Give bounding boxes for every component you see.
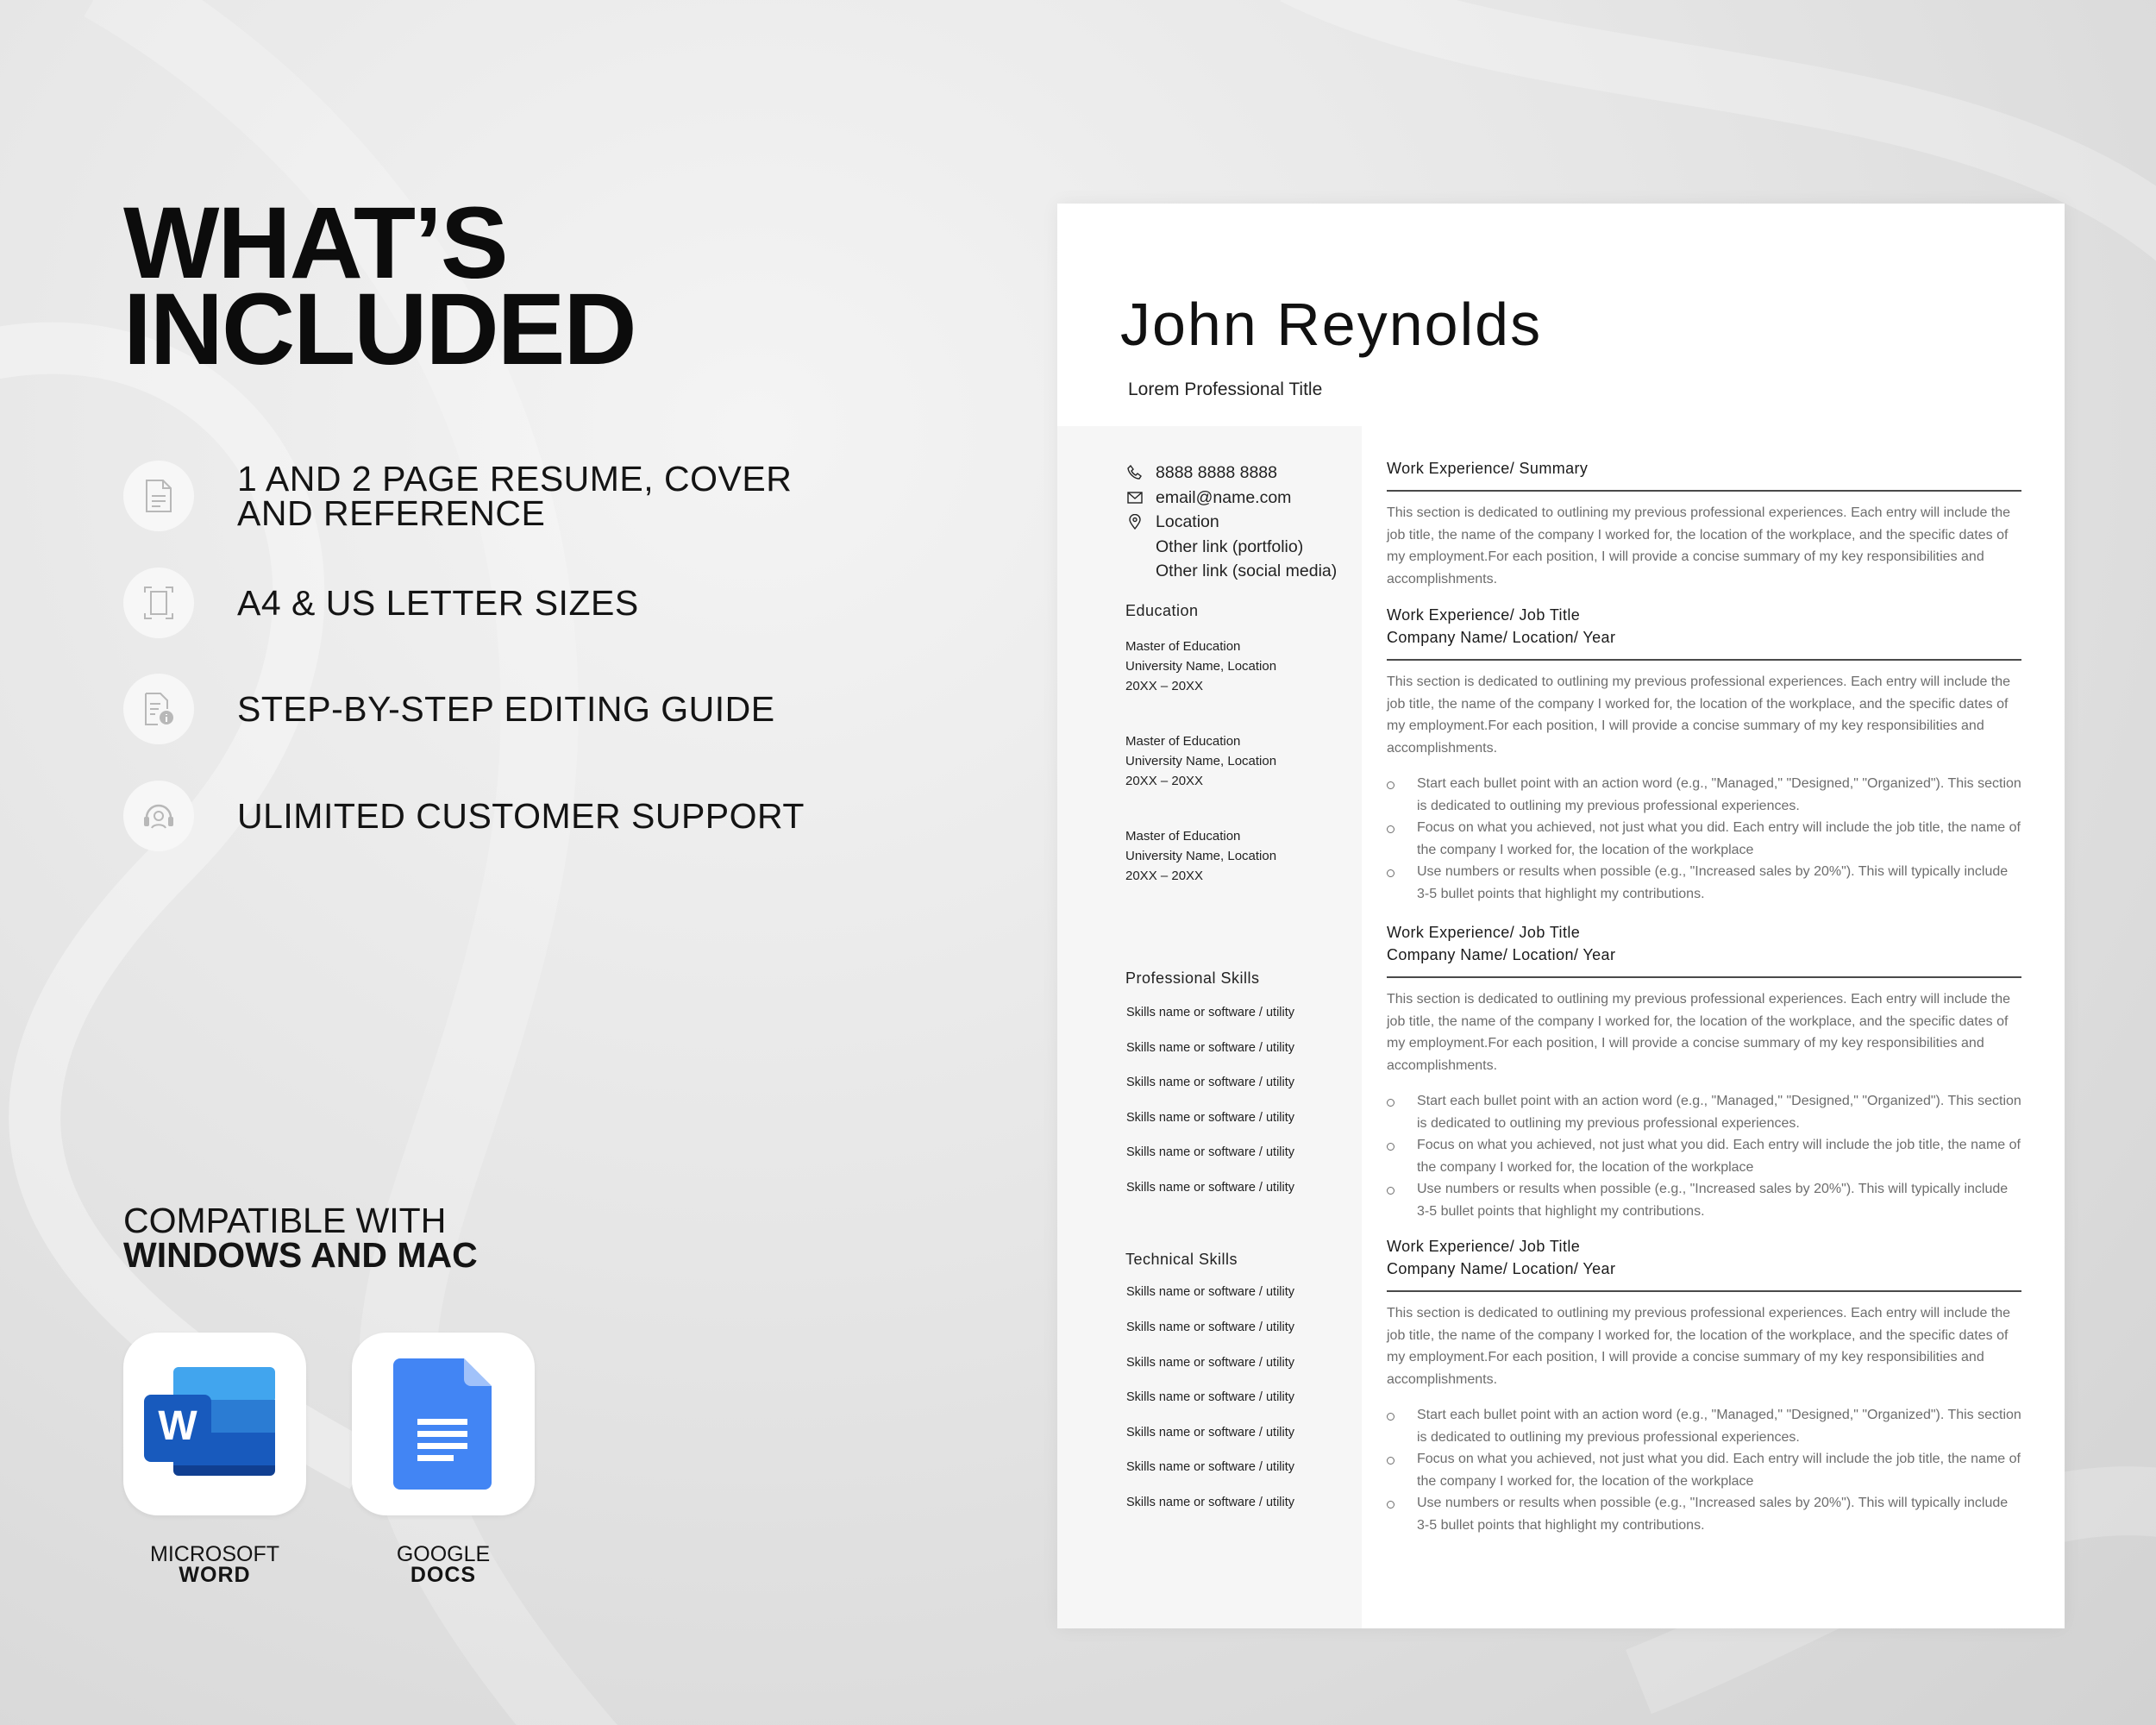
contact-row xyxy=(1126,461,1337,486)
compat-line-2: WINDOWS AND MAC xyxy=(123,1235,478,1275)
professional-skills-heading: Professional Skills xyxy=(1125,969,1260,987)
location-pin-icon xyxy=(1126,513,1144,530)
summary-text: This section is dedicated to outlining my previous professional experiences. Each entry will include the job title, the name of the company I worked for, the location of the workplace, and the specific dates of my employment.For each position, I will provide a concise summary of my key responsibilities and accomplishments. xyxy=(1387,505,2011,586)
education-entry xyxy=(1125,637,1276,696)
section-divider xyxy=(1387,659,2021,661)
skill-item: Skills name or software / utility xyxy=(1126,1076,1295,1089)
education-school: University Name, Location xyxy=(1125,754,1277,768)
job-bullet: Use numbers or results when possible (e.g., "Increased sales by 20%"). This will typically include 3-5 bullet points that highlight my contributions. xyxy=(1387,1178,2021,1222)
microsoft-word-tile xyxy=(123,1333,306,1515)
contact-location: Location xyxy=(1156,512,1219,531)
job-bullet: Focus on what you achieved, not just what you did. Each entry will include the job title, the name of the company I worked for, the location of the workplace xyxy=(1387,1448,2021,1492)
document-icon xyxy=(123,461,194,531)
google-docs-tile xyxy=(352,1333,535,1515)
skill-item: Skills name or software / utility xyxy=(1126,1181,1295,1195)
feature-item-guide xyxy=(123,674,775,744)
skill-item: Skills name or software / utility xyxy=(1126,1390,1295,1404)
feature-label: ULIMITED CUSTOMER SUPPORT xyxy=(237,796,805,836)
job-heading: Work Experience/ Job Title xyxy=(1387,606,1581,624)
headline xyxy=(123,186,636,386)
contact-block xyxy=(1126,461,1337,584)
job-company: Company Name/ Location/ Year xyxy=(1387,946,1616,963)
phone-icon xyxy=(1126,464,1144,481)
job-text: This section is dedicated to outlining my previous professional experiences. Each entry will include the job title, the name of the company I worked for, the location of the workplace, and the specific dates of my employment.For each position, I will provide a concise summary of my key responsibilities and accomplishments. xyxy=(1387,674,2011,756)
education-entry xyxy=(1125,826,1276,886)
app-line-2: WORD xyxy=(179,1563,251,1587)
job-company: Company Name/ Location/ Year xyxy=(1387,1260,1616,1277)
job-bullets xyxy=(1387,773,2021,905)
feature-label: A4 & US LETTER SIZES xyxy=(237,583,639,623)
education-degree: Master of Education xyxy=(1125,829,1241,844)
job-bullets xyxy=(1387,1090,2021,1222)
feature-label: 1 AND 2 PAGE RESUME, COVER AND REFERENCE xyxy=(237,459,793,533)
contact-link-portfolio: Other link (portfolio) xyxy=(1156,536,1304,556)
feature-item-templates xyxy=(123,461,841,531)
job-section xyxy=(1387,1235,2021,1536)
section-divider xyxy=(1387,490,2021,492)
skill-item: Skills name or software / utility xyxy=(1126,1496,1295,1509)
job-section xyxy=(1387,921,2021,1222)
skill-item: Skills name or software / utility xyxy=(1126,1320,1295,1334)
job-text: This section is dedicated to outlining my previous professional experiences. Each entry will include the job title, the name of the company I worked for, the location of the workplace, and the specific dates of my employment.For each position, I will provide a concise summary of my key responsibilities and accomplishments. xyxy=(1387,1306,2011,1387)
job-heading: Work Experience/ Job Title xyxy=(1387,924,1581,941)
education-school: University Name, Location xyxy=(1125,849,1277,863)
education-entry xyxy=(1125,731,1276,791)
page-size-icon xyxy=(123,568,194,638)
app-line-1: GOOGLE xyxy=(396,1542,491,1566)
section-divider xyxy=(1387,976,2021,978)
contact-email: email@name.com xyxy=(1156,487,1292,507)
headset-support-icon xyxy=(123,781,194,851)
job-bullet: Start each bullet point with an action word (e.g., "Managed," "Designed," "Organized"). This section is dedicated to outlining my previous professional experiences. xyxy=(1387,1404,2021,1448)
contact-row xyxy=(1126,486,1337,511)
skill-item: Skills name or software / utility xyxy=(1126,1111,1295,1125)
summary-section xyxy=(1387,457,2021,590)
skill-item: Skills name or software / utility xyxy=(1126,1285,1295,1299)
job-company: Company Name/ Location/ Year xyxy=(1387,629,1616,646)
google-docs-label xyxy=(352,1544,535,1585)
contact-row xyxy=(1126,510,1337,535)
microsoft-word-label xyxy=(123,1544,306,1585)
job-text: This section is dedicated to outlining my previous professional experiences. Each entry will include the job title, the name of the company I worked for, the location of the workplace, and the specific dates of my employment.For each position, I will provide a concise summary of my key responsibilities and accomplishments. xyxy=(1387,992,2011,1073)
feature-item-sizes xyxy=(123,568,639,638)
skill-item: Skills name or software / utility xyxy=(1126,1356,1295,1370)
headline-line-1: WHAT’S xyxy=(123,186,507,300)
education-school: University Name, Location xyxy=(1125,659,1277,674)
skill-item: Skills name or software / utility xyxy=(1126,1006,1295,1019)
job-bullets xyxy=(1387,1404,2021,1536)
resume-preview xyxy=(1057,204,2065,1628)
svg-text:W: W xyxy=(158,1403,197,1449)
job-bullet: Focus on what you achieved, not just what you did. Each entry will include the job title, the name of the company I worked for, the location of the workplace xyxy=(1387,817,2021,861)
skill-item: Skills name or software / utility xyxy=(1126,1460,1295,1474)
contact-link-social: Other link (social media) xyxy=(1156,561,1338,580)
job-bullet: Focus on what you achieved, not just what you did. Each entry will include the job title, the name of the company I worked for, the location of the workplace xyxy=(1387,1134,2021,1178)
skill-item: Skills name or software / utility xyxy=(1126,1041,1295,1055)
feature-label: STEP-BY-STEP EDITING GUIDE xyxy=(237,689,775,729)
app-line-1: MICROSOFT xyxy=(150,1542,279,1566)
job-bullet: Use numbers or results when possible (e.g., "Increased sales by 20%"). This will typically include 3-5 bullet points that highlight my contributions. xyxy=(1387,1492,2021,1536)
contact-row xyxy=(1126,535,1337,560)
education-heading: Education xyxy=(1125,602,1199,619)
headline-line-2: INCLUDED xyxy=(123,273,636,386)
skill-item: Skills name or software / utility xyxy=(1126,1145,1295,1159)
resume-sidebar xyxy=(1057,426,1362,1628)
skill-item: Skills name or software / utility xyxy=(1126,1426,1295,1440)
education-years: 20XX – 20XX xyxy=(1125,869,1204,883)
mail-icon xyxy=(1126,489,1144,506)
app-line-2: DOCS xyxy=(410,1563,477,1587)
contact-row xyxy=(1126,559,1337,584)
feature-item-support xyxy=(123,781,805,851)
education-degree: Master of Education xyxy=(1125,734,1241,749)
contact-phone: 8888 8888 8888 xyxy=(1156,463,1277,482)
section-divider xyxy=(1387,1290,2021,1292)
education-degree: Master of Education xyxy=(1125,639,1241,654)
google-docs-icon xyxy=(352,1333,535,1515)
job-section xyxy=(1387,604,2021,905)
education-years: 20XX – 20XX xyxy=(1125,774,1204,788)
job-heading: Work Experience/ Job Title xyxy=(1387,1238,1581,1255)
guide-document-icon xyxy=(123,674,194,744)
job-bullet: Start each bullet point with an action word (e.g., "Managed," "Designed," "Organized"). This section is dedicated to outlining my previous professional experiences. xyxy=(1387,773,2021,817)
technical-skills-heading: Technical Skills xyxy=(1125,1251,1238,1268)
resume-professional-title: Lorem Professional Title xyxy=(1128,380,1323,399)
resume-name: John Reynolds xyxy=(1120,291,1543,358)
job-bullet: Start each bullet point with an action word (e.g., "Managed," "Designed," "Organized"). This section is dedicated to outlining my previous professional experiences. xyxy=(1387,1090,2021,1134)
microsoft-word-icon xyxy=(123,1333,306,1515)
education-years: 20XX – 20XX xyxy=(1125,679,1204,693)
compat-line-1: COMPATIBLE WITH xyxy=(123,1201,447,1240)
summary-heading: Work Experience/ Summary xyxy=(1387,460,1589,477)
compatibility-text xyxy=(123,1201,478,1275)
job-bullet: Use numbers or results when possible (e.g., "Increased sales by 20%"). This will typically include 3-5 bullet points that highlight my contributions. xyxy=(1387,861,2021,905)
